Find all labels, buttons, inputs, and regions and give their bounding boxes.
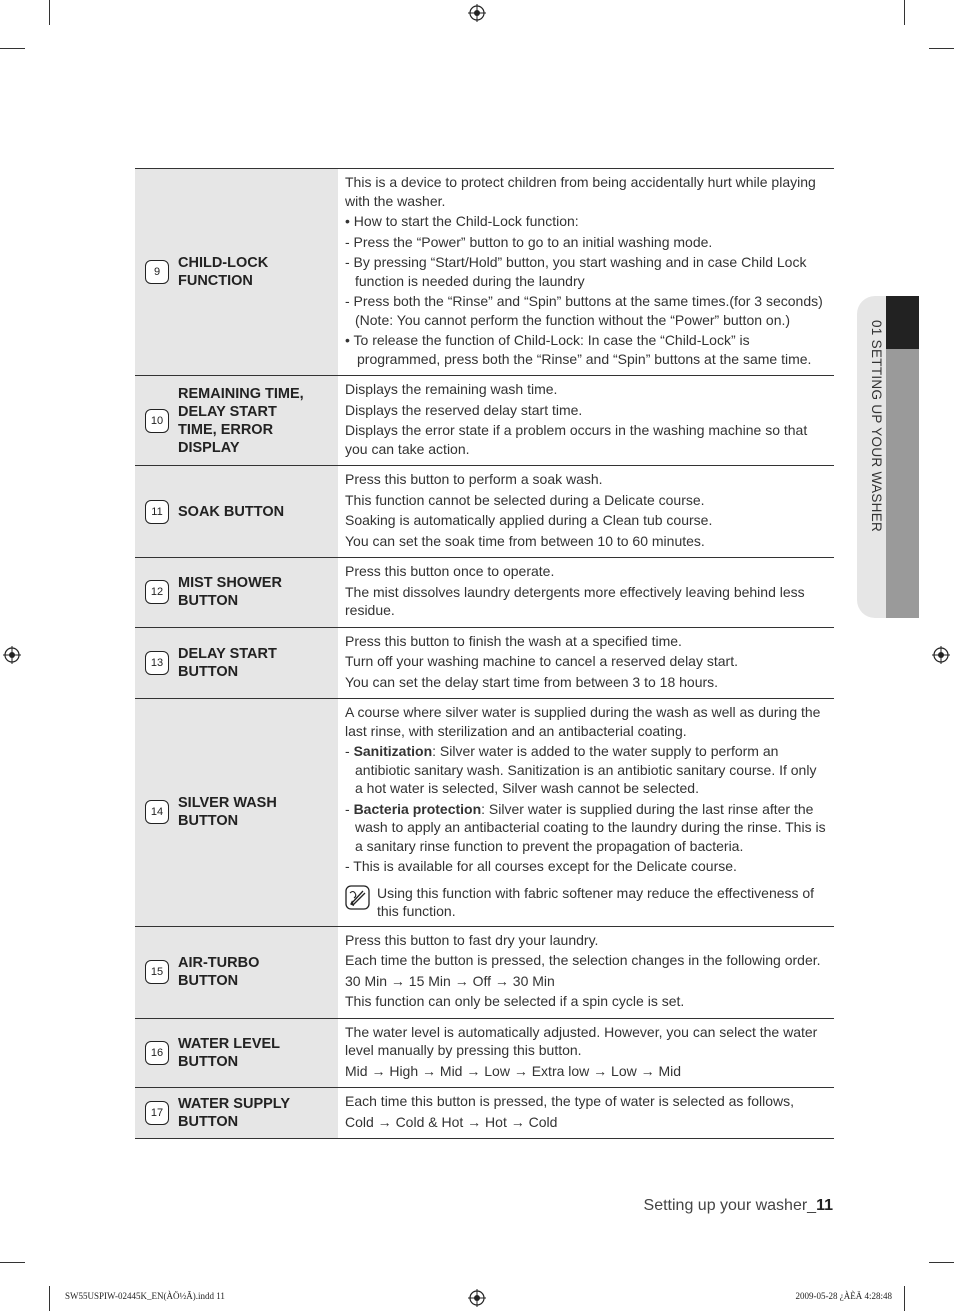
feature-name-wrap — [145, 645, 334, 681]
crop-mark — [49, 0, 50, 25]
feature-number-badge: 15 — [145, 960, 169, 984]
description-line: Each time this button is pressed, the type of water is selected as follows, — [345, 1093, 794, 1109]
page-footer — [644, 1197, 833, 1215]
description-sub-item — [345, 742, 828, 798]
feature-name-cell — [135, 376, 338, 466]
feature-row — [135, 376, 834, 466]
crop-mark — [0, 48, 25, 49]
feature-name-cell — [135, 558, 338, 628]
description-line: Each time the button is pressed, the selection changes in the following order. — [345, 952, 821, 968]
page-number: 11 — [816, 1197, 833, 1214]
feature-name-wrap — [145, 500, 334, 524]
feature-description-cell — [338, 376, 834, 466]
description-line: - By pressing “Start/Hold” button, you start washing and in case Child Lock function is needed during the laundry — [345, 254, 807, 289]
description-line: Press this button once to operate. — [345, 563, 555, 579]
feature-name: DELAY START BUTTON — [178, 645, 277, 680]
description-line: Soaking is automatically applied during a Clean tub course. — [345, 512, 713, 528]
feature-name-cell — [135, 926, 338, 1018]
feature-name-cell — [135, 699, 338, 927]
feature-name-wrap — [145, 574, 334, 610]
description-line: This function cannot be selected during a Delicate course. — [345, 491, 705, 508]
description-line: - Press both the “Rinse” and “Spin” buttons at the same times.(for 3 seconds) (Note: You cannot perform the function without the “Power” button on.) — [345, 293, 823, 328]
feature-name: SILVER WASH BUTTON — [178, 795, 277, 830]
feature-name-wrap — [145, 954, 334, 990]
description-line: Displays the error state if a problem occurs in the washing machine so that you can take action. — [345, 422, 808, 457]
dash-marker: - — [345, 743, 354, 759]
feature-name: WATER SUPPLY BUTTON — [178, 1096, 290, 1130]
feature-table — [135, 168, 834, 1139]
note-text: Using this function with fabric softener may reduce the effectiveness of this function. — [377, 884, 815, 919]
crop-mark — [929, 1262, 954, 1263]
feature-number-badge: 11 — [145, 500, 169, 524]
description-line: Turn off your washing machine to cancel a reserved delay start. — [345, 653, 738, 669]
chapter-tab — [857, 296, 919, 618]
feature-name-cell — [135, 1018, 338, 1088]
sub-item-term: Bacteria protection — [353, 800, 482, 817]
description-line: This is a device to protect children from being accidentally hurt while playing with the washer. — [345, 174, 816, 209]
feature-name-cell — [135, 1088, 338, 1139]
description-line: You can set the soak time from between 10 to 60 minutes. — [345, 532, 705, 549]
feature-description-cell — [338, 558, 834, 628]
registration-mark-icon — [932, 646, 950, 664]
description-line: Mid → High → Mid → Low → Extra low → Low → Mid — [345, 1062, 682, 1079]
description-line: • To release the function of Child-Lock: In case the “Child-Lock” is programmed, press both the “Rinse” and “Spin” buttons at the same time. — [345, 332, 812, 367]
feature-row — [135, 699, 834, 927]
crop-mark — [929, 48, 954, 49]
crop-mark — [904, 0, 905, 25]
description-line: 30 Min → 15 Min → Off → 30 Min — [345, 972, 555, 989]
dash-marker: - — [345, 800, 354, 817]
note-block — [345, 884, 828, 921]
sub-item-term: Sanitization — [353, 743, 433, 759]
feature-name: MIST SHOWER BUTTON — [178, 575, 282, 610]
description-line: Press this button to perform a soak wash. — [345, 471, 603, 487]
footer-title: Setting up your washer_ — [643, 1197, 817, 1214]
crop-mark — [904, 1286, 905, 1311]
chapter-tab-label: 01 SETTING UP YOUR WASHER — [869, 320, 884, 533]
description-line: - Press the “Power” button to go to an initial washing mode. — [345, 233, 713, 250]
feature-row — [135, 627, 834, 699]
feature-description-cell — [338, 926, 834, 1018]
feature-number-badge: 14 — [145, 800, 169, 824]
description-line: You can set the delay start time from between 3 to 18 hours. — [345, 673, 719, 690]
feature-number-badge: 10 — [145, 409, 169, 433]
feature-description-cell — [338, 1018, 834, 1088]
feature-number-badge: 9 — [145, 260, 169, 284]
feature-description-cell — [338, 466, 834, 558]
feature-row — [135, 558, 834, 628]
description-line: This function can only be selected if a spin cycle is set. — [345, 993, 685, 1009]
registration-mark-icon — [468, 4, 486, 22]
description-line: Displays the remaining wash time. — [345, 381, 558, 397]
feature-description-cell — [338, 169, 834, 376]
feature-description-cell — [338, 627, 834, 699]
feature-name-wrap — [145, 254, 334, 290]
registration-mark-icon — [468, 1289, 486, 1307]
feature-name: AIR-TURBO BUTTON — [178, 955, 260, 989]
feature-row — [135, 1018, 834, 1088]
feature-number-badge: 13 — [145, 651, 169, 675]
description-line: - This is available for all courses except for the Delicate course. — [345, 858, 737, 874]
feature-name-cell — [135, 627, 338, 699]
feature-name: WATER LEVEL BUTTON — [178, 1035, 281, 1070]
feature-name: REMAINING TIME, DELAY START TIME, ERROR DISPLAY — [178, 385, 304, 456]
feature-row — [135, 1088, 834, 1139]
description-line: Displays the reserved delay start time. — [345, 401, 583, 418]
feature-row — [135, 466, 834, 558]
feature-name-wrap — [145, 385, 334, 457]
print-slug-file: SW55USPIW-02445K_EN(ÀÖ½Ã).indd 11 — [65, 1291, 225, 1301]
description-line: • How to start the Child-Lock function: — [345, 213, 579, 229]
note-pencil-icon — [345, 885, 370, 910]
sub-item-text: : Silver water is supplied during the last rinse after the wash to apply an antibacterial coating to the laundry during the rinse. This is a sanitary rinse function to prevent the propagation of bacteria. — [355, 800, 826, 854]
description-line: The mist dissolves laundry detergents more effectively leaving behind less residue. — [345, 583, 805, 618]
description-line: A course where silver water is supplied during the wash as well as during the last rinse, with sterilization and an antibacterial coating. — [345, 704, 821, 739]
chapter-tab-bar — [886, 349, 919, 618]
feature-name: CHILD-LOCK FUNCTION — [178, 255, 269, 289]
sub-item-text: : Silver water is added to the water supply to perform an antibiotic sanitary wash. Sanitization is an antibiotic sanitary course. If only a hot water is selected, Silver wash cannot be selected. — [355, 743, 817, 796]
feature-description-cell — [338, 1088, 834, 1139]
feature-row — [135, 169, 834, 376]
description-line: The water level is automatically adjusted. However, you can select the water level manually by pressing this button. — [345, 1023, 818, 1058]
description-line: Cold → Cold & Hot → Hot → Cold — [345, 1113, 558, 1130]
feature-description-cell — [338, 699, 834, 927]
registration-mark-icon — [3, 646, 21, 664]
feature-name: SOAK BUTTON — [178, 503, 285, 520]
feature-number-badge: 12 — [145, 580, 169, 604]
crop-mark — [0, 1262, 25, 1263]
feature-name-cell — [135, 169, 338, 376]
description-line: Press this button to fast dry your laundry. — [345, 931, 599, 948]
feature-row — [135, 926, 834, 1018]
feature-name-cell — [135, 466, 338, 558]
feature-name-wrap — [145, 1035, 334, 1071]
feature-number-badge: 17 — [145, 1101, 169, 1125]
description-sub-item — [345, 800, 828, 856]
description-line: Press this button to finish the wash at a specified time. — [345, 632, 682, 649]
print-slug-date: 2009-05-28 ¿ÀÈÄ 4:28:48 — [795, 1291, 892, 1301]
feature-number-badge: 16 — [145, 1041, 169, 1065]
chapter-tab-marker — [886, 296, 919, 349]
feature-name-wrap — [145, 794, 334, 830]
feature-table-body — [135, 169, 834, 1139]
crop-mark — [49, 1286, 50, 1311]
feature-name-wrap — [145, 1095, 334, 1131]
